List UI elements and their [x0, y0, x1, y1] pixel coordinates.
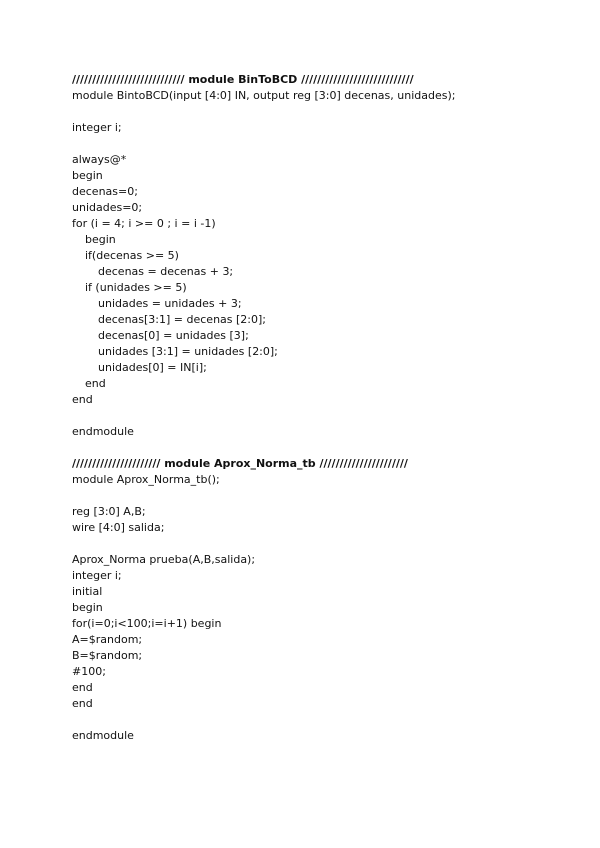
code-line: integer i; — [72, 121, 122, 134]
code-line: begin — [85, 233, 116, 246]
code-line: #100; — [72, 665, 106, 678]
code-line: unidades=0; — [72, 201, 143, 214]
code-line: unidades[0] = IN[i]; — [98, 361, 207, 374]
code-line: if(decenas >= 5) — [85, 249, 179, 262]
code-line: if (unidades >= 5) — [85, 281, 187, 294]
code-block-aprox-norma-tb — [72, 472, 572, 744]
code-line: for (i = 4; i >= 0 ; i = i -1) — [72, 217, 216, 230]
code-line: decenas=0; — [72, 185, 138, 198]
code-line: initial — [72, 585, 103, 598]
code-line: B=$random; — [72, 649, 143, 662]
code-line: integer i; — [72, 569, 122, 582]
code-line: unidades [3:1] = unidades [2:0]; — [98, 345, 278, 358]
code-line — [72, 104, 572, 120]
code-line: end — [72, 393, 93, 406]
code-line: begin — [72, 601, 103, 614]
section-header-bintobcd: //////////////////////////// module BinToBCD //////////////////////////// — [72, 73, 414, 86]
code-line: module Aprox_Norma_tb(); — [72, 473, 220, 486]
code-line: Aprox_Norma prueba(A,B,salida); — [72, 553, 256, 566]
code-line: end — [85, 377, 106, 390]
code-line: end — [72, 681, 93, 694]
code-line: for(i=0;i<100;i=i+1) begin — [72, 617, 222, 630]
code-line: decenas[3:1] = decenas [2:0]; — [98, 313, 267, 326]
code-line: decenas = decenas + 3; — [98, 265, 234, 278]
code-line: module BintoBCD(input [4:0] IN, output reg [3:0] decenas, unidades); — [72, 89, 456, 102]
code-line — [72, 440, 572, 456]
code-line — [72, 136, 572, 152]
code-line — [72, 488, 572, 504]
code-line: begin — [72, 169, 103, 182]
code-block-bintobcd — [72, 88, 572, 456]
code-line — [72, 712, 572, 728]
code-line: endmodule — [72, 425, 134, 438]
code-line: always@* — [72, 153, 127, 166]
code-line: end — [72, 697, 93, 710]
section-header-aprox-norma-tb: ////////////////////// module Aprox_Norma_tb ////////////////////// — [72, 457, 408, 470]
code-line: unidades = unidades + 3; — [98, 297, 242, 310]
code-line: wire [4:0] salida; — [72, 521, 165, 534]
code-line: decenas[0] = unidades [3]; — [98, 329, 249, 342]
code-line: A=$random; — [72, 633, 143, 646]
code-line — [72, 408, 572, 424]
code-line: endmodule — [72, 729, 134, 742]
code-line — [72, 536, 572, 552]
code-line: reg [3:0] A,B; — [72, 505, 146, 518]
document-page — [72, 72, 572, 744]
